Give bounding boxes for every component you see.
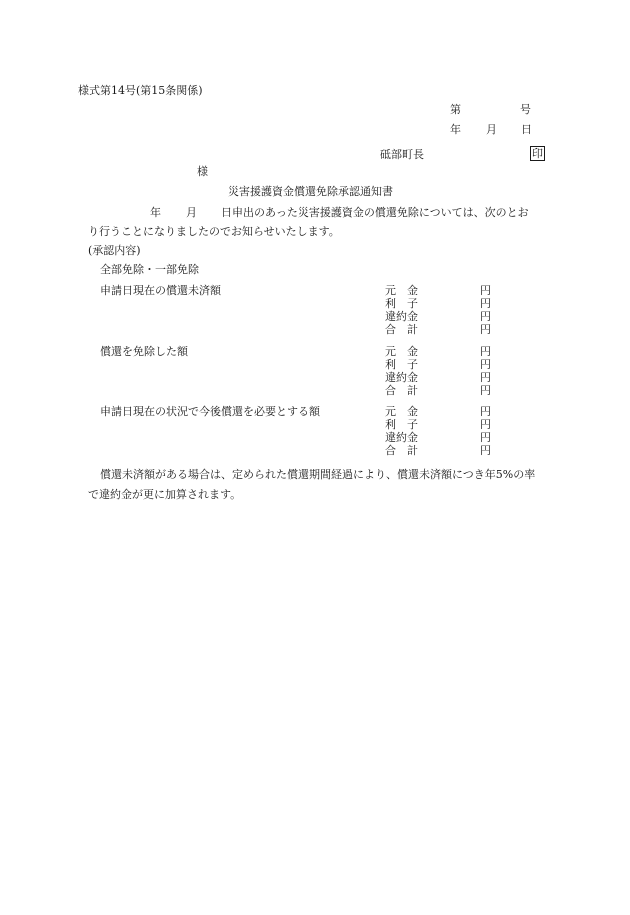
note-line-2: で違約金が更に加算されます。 (88, 488, 242, 501)
amount-label: 元 金 (385, 284, 418, 297)
issuer-title: 砥部町長 (380, 148, 424, 161)
addressee-suffix: 様 (197, 165, 208, 178)
amount-label: 元 金 (385, 345, 418, 358)
amount-label: 利 子 (385, 358, 418, 371)
seal-mark: 印 (532, 147, 543, 160)
body-year: 年 (150, 206, 161, 219)
approval-heading: (承認内容) (88, 244, 141, 257)
yen-unit: 円 (480, 345, 491, 358)
yen-unit: 円 (480, 310, 491, 323)
yen-unit: 円 (480, 431, 491, 444)
amount-label: 違約金 (385, 310, 418, 323)
amount-row (385, 432, 495, 443)
section-label: 申請日現在の状況で今後償還を必要とする額 (100, 405, 320, 418)
yen-unit: 円 (480, 405, 491, 418)
yen-unit: 円 (480, 284, 491, 297)
body-month: 月 (186, 206, 197, 219)
amount-label: 利 子 (385, 297, 418, 310)
amount-label: 合 計 (385, 384, 418, 397)
amount-row (385, 406, 495, 417)
yen-unit: 円 (480, 358, 491, 371)
body-line-2: り行うことになりましたのでお知らせいたします。 (88, 225, 340, 238)
yen-unit: 円 (480, 384, 491, 397)
form-number: 様式第14号(第15条関係) (78, 84, 203, 97)
yen-unit: 円 (480, 323, 491, 336)
amount-row (385, 311, 495, 322)
issue-date-year: 年 (450, 123, 461, 136)
amount-row (385, 346, 495, 357)
amount-row (385, 324, 495, 335)
issue-number-suffix: 号 (520, 103, 531, 116)
amount-row (385, 445, 495, 456)
amount-label: 元 金 (385, 405, 418, 418)
section-label: 申請日現在の償還未済額 (100, 284, 221, 297)
exemption-type: 全部免除・一部免除 (100, 263, 199, 276)
amount-label: 違約金 (385, 431, 418, 444)
amount-label: 合 計 (385, 323, 418, 336)
yen-unit: 円 (480, 444, 491, 457)
amount-row (385, 285, 495, 296)
section-label: 償還を免除した額 (100, 345, 188, 358)
amount-row (385, 419, 495, 430)
document-title: 災害援護資金償還免除承認通知書 (228, 185, 393, 198)
amount-row (385, 385, 495, 396)
amount-label: 利 子 (385, 418, 418, 431)
amount-row (385, 298, 495, 309)
note-line-1: 償還未済額がある場合は、定められた償還期間経過により、償還未済額につき年5%の率 (100, 468, 536, 481)
issue-date-month: 月 (486, 123, 497, 136)
amount-label: 違約金 (385, 371, 418, 384)
amount-row (385, 372, 495, 383)
issue-date-day: 日 (521, 123, 532, 136)
yen-unit: 円 (480, 371, 491, 384)
issue-number-prefix: 第 (450, 103, 461, 116)
amount-row (385, 359, 495, 370)
amount-label: 合 計 (385, 444, 418, 457)
body-line-1: 日申出のあった災害援護資金の償還免除については、次のとお (221, 206, 529, 219)
yen-unit: 円 (480, 297, 491, 310)
yen-unit: 円 (480, 418, 491, 431)
